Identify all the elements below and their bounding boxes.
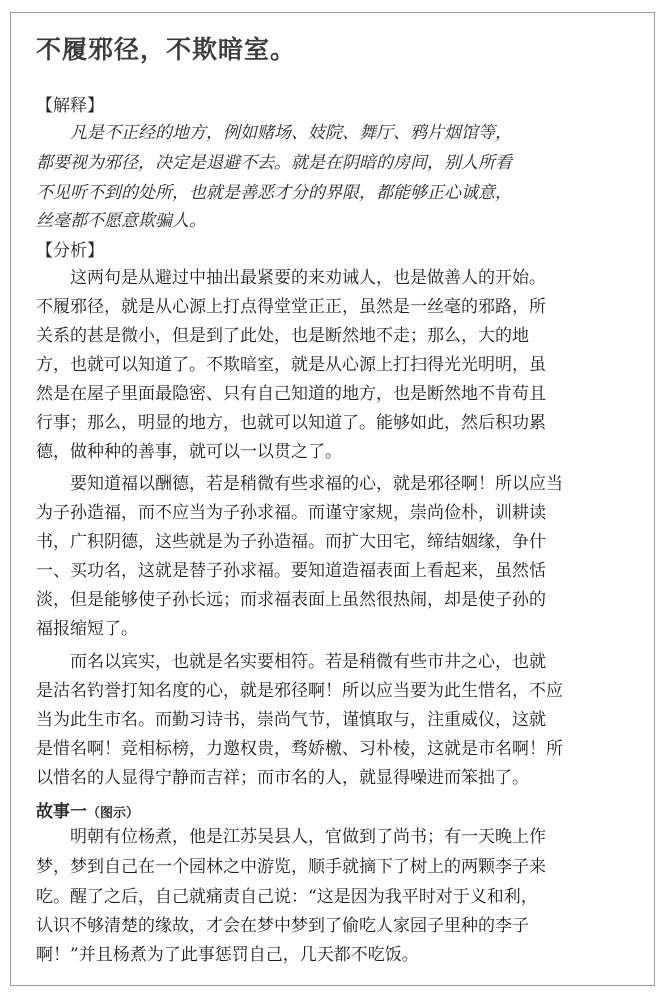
analysis-line: 方，也就可以知道了。不欺暗室，就是从心源上打扫得光光明明，虽 xyxy=(36,355,546,375)
analysis-line: 当为此生市名。而勤习诗书，崇尚气节，谨慎取与，注重威仪，这就 xyxy=(36,710,546,730)
explanation-line: 不见听不到的处所，也就是善恶才分的界限，都能够正心诚意， xyxy=(36,183,512,203)
explanation-line: 凡是不正经的地方，例如赌场、妓院、舞厅、鸦片烟馆等， xyxy=(70,123,512,143)
story-line: 认识不够清楚的缘故，才会在梦中梦到了偷吃人家园子里种的李子 xyxy=(36,916,529,936)
analysis-line: 一、买功名，这就是替子孙求福。要知道造福表面上看起来，虽然恬 xyxy=(36,561,546,581)
analysis-line: 德，做种种的善事，就可以一以贯之了。 xyxy=(36,442,342,462)
analysis-line: 这两句是从避过中抽出最紧要的来劝诫人，也是做善人的开始。 xyxy=(70,268,546,288)
analysis-line: 然是在屋子里面最隐密、只有自己知道的地方，也是断然地不肯苟且 xyxy=(36,384,546,404)
analysis-line: 为子孙造福，而不应当为子孙求福。而谨守家规，崇尚俭朴，训耕读 xyxy=(36,503,546,523)
section-heading-analysis: 【分析】 xyxy=(36,241,104,261)
analysis-line: 不履邪径，就是从心源上打点得堂堂正正，虽然是一丝毫的邪路，所 xyxy=(36,297,546,317)
section-heading-explanation: 【解释】 xyxy=(36,96,104,116)
story-heading-text: 故事一 xyxy=(36,802,87,822)
analysis-line: 而名以宾实，也就是名实要相符。若是稍微有些市井之心，也就 xyxy=(70,652,546,672)
analysis-line: 行事；那么，明显的地方，也就可以知道了。能够如此，然后积功累 xyxy=(36,413,546,433)
analysis-line: 是沽名钓誉打知名度的心，就是邪径啊！所以应当要为此生惜名，不应 xyxy=(36,681,563,701)
analysis-line: 福报缩短了。 xyxy=(36,619,138,639)
story-line: 梦，梦到自己在一个园林之中游览，顺手就摘下了树上的两颗李子来 xyxy=(36,857,546,877)
explanation-line: 丝毫都不愿意欺骗人。 xyxy=(36,211,206,231)
story-line: 吃。醒了之后，自己就痛责自己说：“这是因为我平时对于义和利， xyxy=(36,887,538,907)
analysis-line: 是惜名啊！竞相标榜，力邀权贵，骛娇檄、习朴棱，这就是市名啊！所 xyxy=(36,739,563,759)
section-heading-story xyxy=(36,797,139,822)
page-title: 不履邪径，不欺暗室。 xyxy=(36,35,297,64)
story-line: 明朝有位杨煮，他是江苏吴县人，官做到了尚书；有一天晚上作 xyxy=(70,827,546,847)
story-heading-sub: （图示） xyxy=(87,806,140,821)
analysis-line: 关系的甚是微小，但是到了此处，也是断然地不走；那么，大的地 xyxy=(36,326,529,346)
analysis-line: 淡，但是能够使子孙长远；而求福表面上虽然很热闹，却是使子孙的 xyxy=(36,590,546,610)
explanation-line: 都要视为邪径，决定是退避不去。就是在阴暗的房间，别人所看 xyxy=(36,153,512,173)
story-line: 啊！”并且杨煮为了此事惩罚自己，几天都不吃饭。 xyxy=(36,945,419,965)
analysis-line: 以惜名的人显得宁静而吉祥；而市名的人，就显得噪进而笨拙了。 xyxy=(36,768,529,788)
analysis-line: 书，广积阴德，这些就是为子孙造福。而扩大田宅，缔结姻缘，争什 xyxy=(36,532,546,552)
analysis-line: 要知道福以酬德，若是稍微有些求福的心，就是邪径啊！所以应当 xyxy=(70,474,563,494)
